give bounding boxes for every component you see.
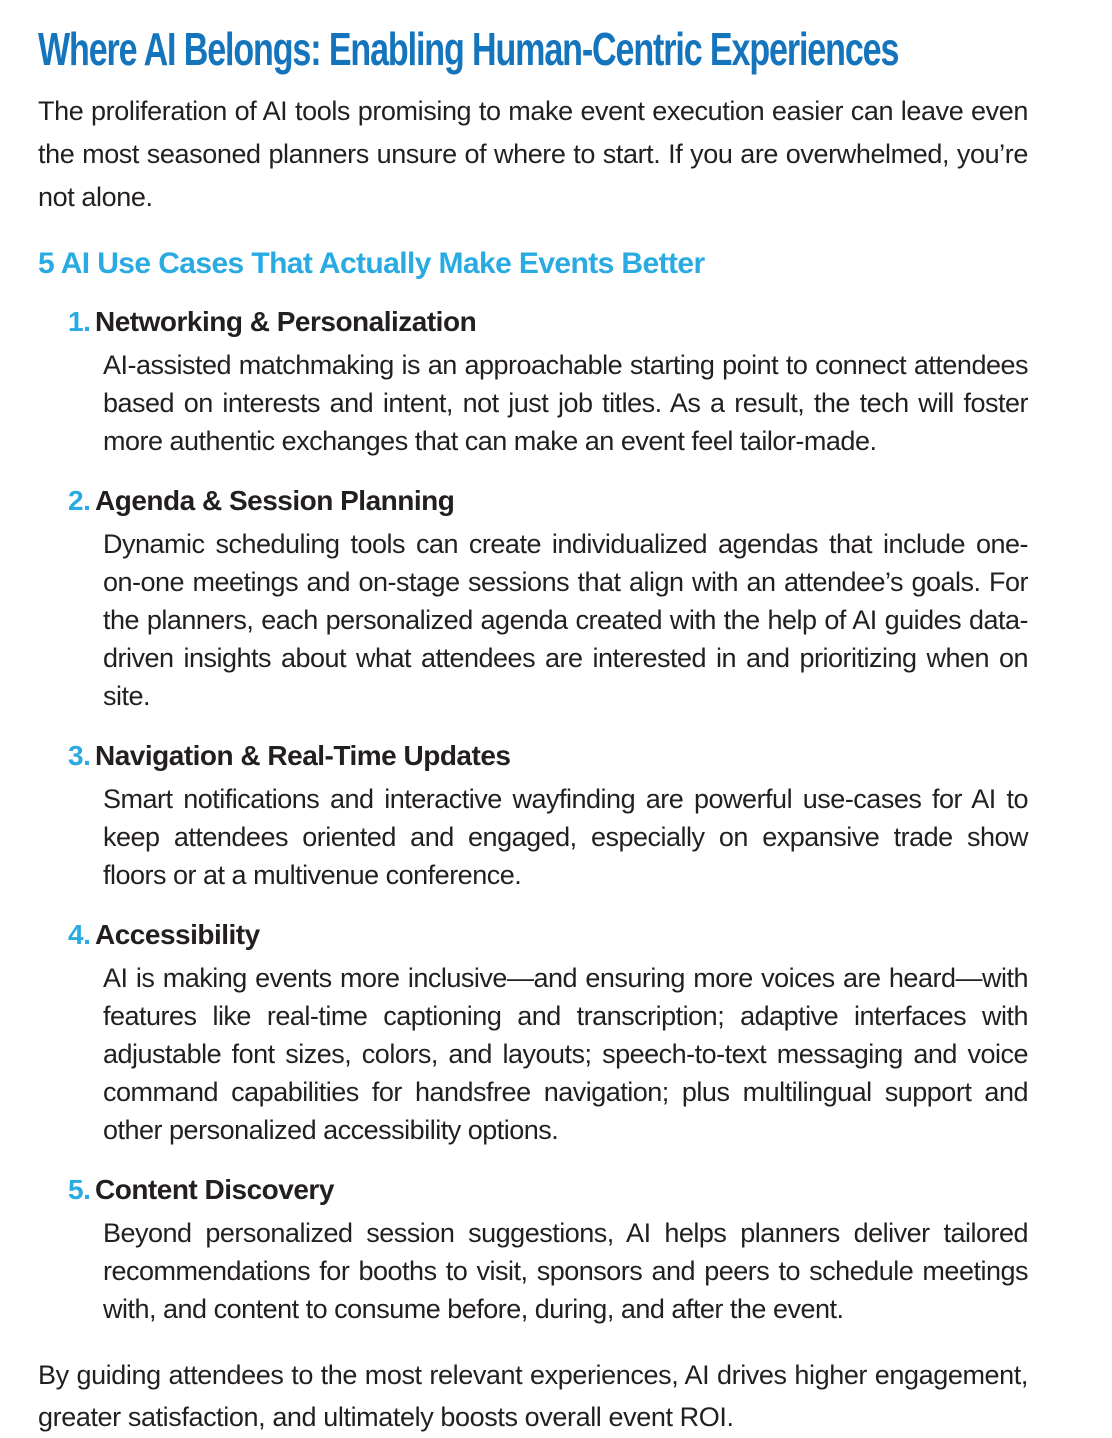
use-case-item: [38, 1173, 1028, 1328]
use-case-header: [38, 305, 1028, 339]
use-case-item: [38, 484, 1028, 715]
page-title: Where AI Belongs: Enabling Human-Centric Experiences: [38, 23, 899, 75]
use-case-body: AI is making events more inclusive—and ensuring more voices are heard—with features like real-time captioning and transcription; adaptive interfaces with adjustable font sizes, colors, and layouts; speech-to-text messaging and voice command capabilities for handsfree navigation; plus multilingual support and other personalized accessibility options.: [103, 963, 1028, 1145]
use-case-number: 3.: [68, 740, 91, 771]
use-case-body: Dynamic scheduling tools can create individualized agendas that include one-on-one meetings and on-stage sessions that align with an attendee’s goals. For the planners, each personalized agenda created with the help of AI guides data-driven insights about what attendees are interested in and prioritizing when on site.: [103, 529, 1028, 711]
intro-paragraph: The proliferation of AI tools promising to make event execution easier can leave even the most seasoned planners unsure of where to start. If you are overwhelmed, you’re not alone.: [38, 96, 1028, 212]
use-case-header: [38, 739, 1028, 773]
use-case-header: [38, 1173, 1028, 1207]
use-case-body: Smart notifications and interactive wayfinding are powerful use-cases for AI to keep attendees oriented and engaged, especially on expansive trade show floors or at a multivenue conference.: [103, 784, 1028, 890]
use-case-number: 5.: [68, 1174, 91, 1205]
use-case-number: 1.: [68, 306, 91, 337]
section-heading: 5 AI Use Cases That Actually Make Events Better: [38, 247, 705, 280]
use-case-body: AI-assisted matchmaking is an approachable starting point to connect attendees based on interests and intent, not just job titles. As a result, the tech will foster more authentic exchanges that can make an event feel tailor-made.: [103, 350, 1028, 456]
use-case-number: 2.: [68, 485, 91, 516]
use-case-header: [38, 918, 1028, 952]
use-case-title: Agenda & Session Planning: [95, 485, 455, 516]
use-case-header: [38, 484, 1028, 518]
closing-paragraph: By guiding attendees to the most relevant experiences, AI drives higher engagement, greater satisfaction, and ultimately boosts overall event ROI.: [38, 1360, 1028, 1432]
use-case-item: [38, 305, 1028, 460]
use-case-body: Beyond personalized session suggestions, AI helps planners deliver tailored recommendations for booths to visit, sponsors and peers to schedule meetings with, and content to consume before, during, and after the event.: [103, 1218, 1028, 1324]
use-case-title: Accessibility: [95, 919, 260, 950]
use-case-title: Networking & Personalization: [95, 306, 477, 337]
use-case-item: [38, 739, 1028, 894]
use-case-title: Content Discovery: [95, 1174, 334, 1205]
use-case-item: [38, 918, 1028, 1149]
use-case-number: 4.: [68, 919, 91, 950]
use-case-title: Navigation & Real-Time Updates: [95, 740, 511, 771]
